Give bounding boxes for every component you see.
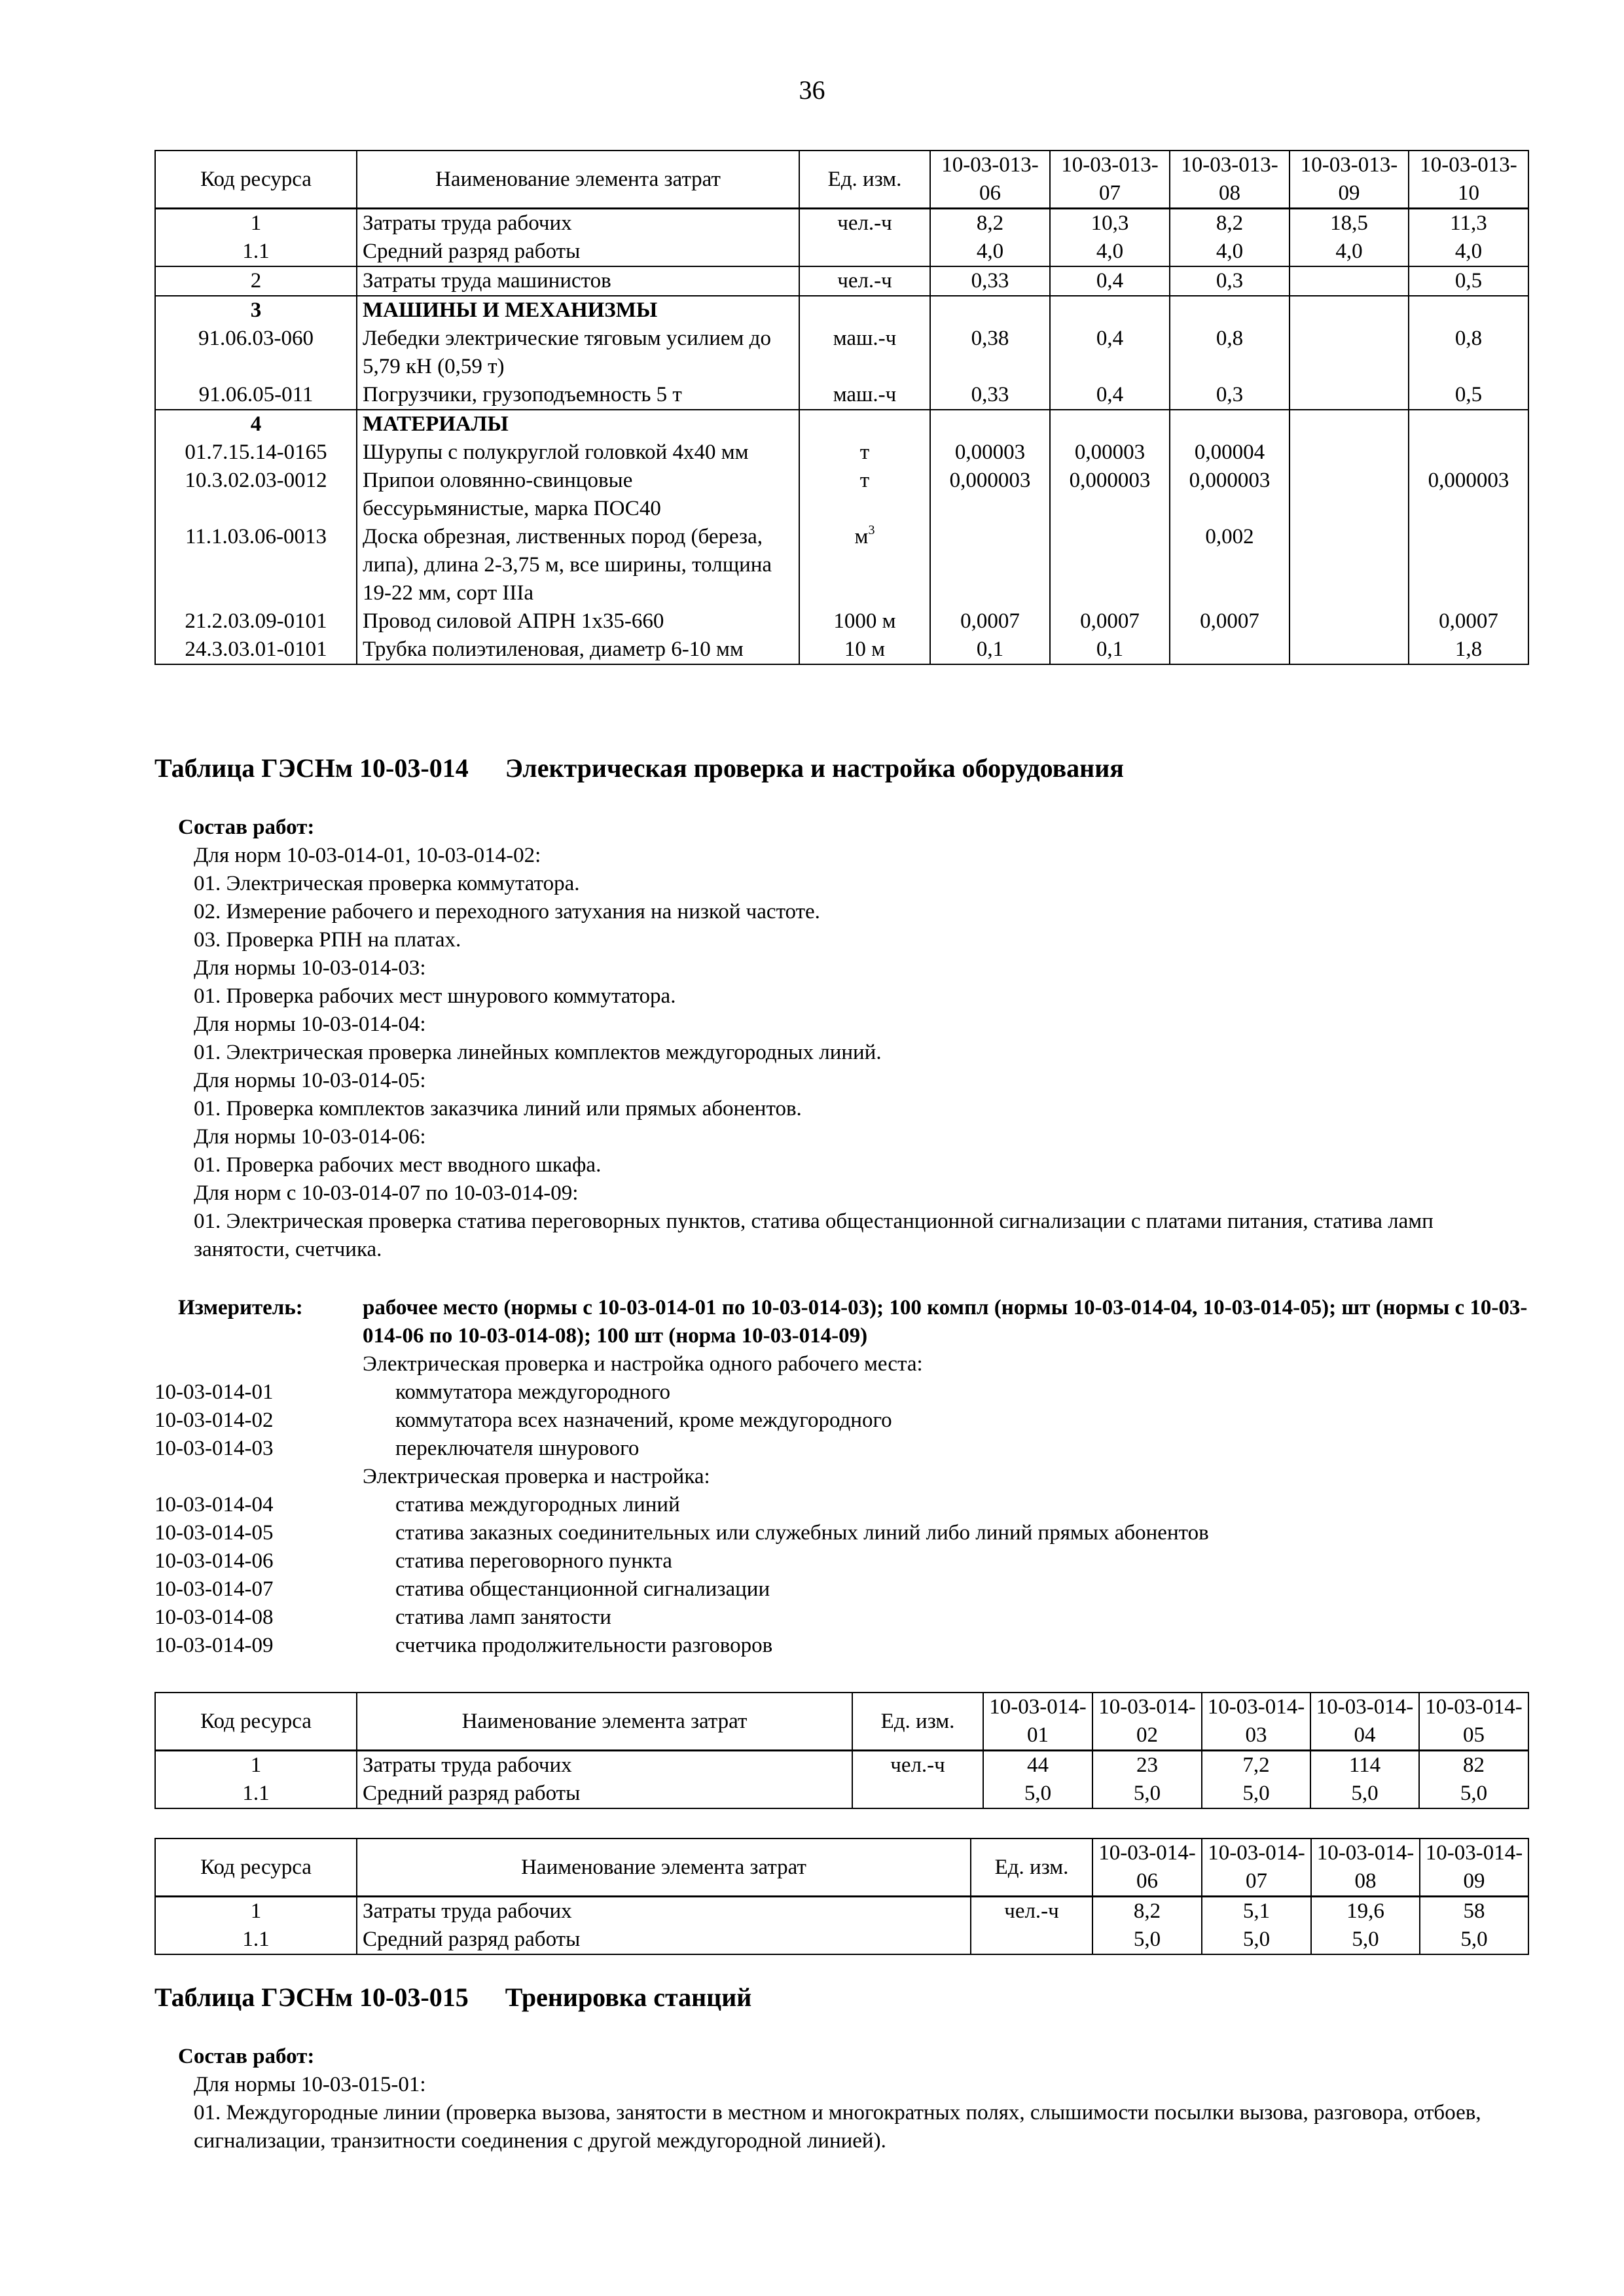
header-norm: 10-03-014-08 xyxy=(1311,1839,1420,1897)
resource-code: 1.1 xyxy=(155,1926,357,1954)
table-row xyxy=(155,296,1528,325)
norm-value: 0,5 xyxy=(1409,266,1528,296)
norm-value xyxy=(1409,523,1528,607)
norm-value: 1,8 xyxy=(1409,636,1528,664)
norm-value: 5,1 xyxy=(1202,1897,1311,1926)
table-row xyxy=(155,381,1528,410)
table-row xyxy=(155,467,1528,523)
norm-value xyxy=(1170,636,1290,664)
meter-block xyxy=(154,1294,1536,1660)
norm-value: 0,4 xyxy=(1050,381,1170,410)
unit xyxy=(971,1926,1092,1954)
norm-value: 0,002 xyxy=(1170,523,1290,607)
norm-value: 5,0 xyxy=(1092,1780,1202,1808)
cost-element-name: Лебедки электрические тяговым усилием до 5,79 кН (0,59 т) xyxy=(357,325,799,381)
table-row xyxy=(155,1780,1528,1808)
meter-item xyxy=(154,1519,1536,1547)
norm-value xyxy=(1170,296,1290,325)
norm-value: 5,0 xyxy=(1092,1926,1202,1954)
cost-element-name: Средний разряд работы xyxy=(357,1780,852,1808)
header-name: Наименование элемента затрат xyxy=(357,151,799,209)
norm-value: 5,0 xyxy=(1202,1780,1310,1808)
composition-line: Для нормы 10-03-014-04: xyxy=(194,1013,426,1036)
norm-table-10-03-014-a xyxy=(154,1692,1529,1809)
norm-value: 4,0 xyxy=(930,238,1050,266)
header-norm: 10-03-014-01 xyxy=(983,1693,1092,1751)
norm-value xyxy=(1290,607,1409,636)
composition-line: 01. Электрическая проверка коммутатора. xyxy=(194,872,580,895)
norm-value xyxy=(1290,325,1409,381)
norm-description: статива междугородных линий xyxy=(395,1493,680,1516)
composition-label: Состав работ: xyxy=(178,2045,315,2068)
unit: чел.-ч xyxy=(799,209,930,238)
norm-code: 10-03-014-05 xyxy=(154,1521,274,1545)
cost-element-name: Провод силовой АПРН 1х35-660 xyxy=(357,607,799,636)
table-row xyxy=(155,209,1528,238)
header-name: Наименование элемента затрат xyxy=(357,1693,852,1751)
norm-value: 8,2 xyxy=(930,209,1050,238)
unit-base: м xyxy=(854,525,869,548)
group-heading: Электрическая проверка и настройка одного рабочего места: xyxy=(363,1352,923,1376)
norm-description: коммутатора всех назначений, кроме междугородного xyxy=(395,1408,892,1432)
cost-element-name: Средний разряд работы xyxy=(357,238,799,266)
resource-code: 1 xyxy=(155,1751,357,1780)
meter-label: Измеритель: xyxy=(178,1296,303,1319)
norm-value: 19,6 xyxy=(1311,1897,1420,1926)
header-norm: 10-03-014-02 xyxy=(1092,1693,1202,1751)
header-code: Код ресурса xyxy=(155,1693,357,1751)
norm-value: 0,33 xyxy=(930,381,1050,410)
page-number: 36 xyxy=(799,75,825,105)
resource-code: 91.06.03-060 xyxy=(155,325,357,381)
table-row xyxy=(155,1751,1528,1780)
table-header-row xyxy=(155,1693,1528,1751)
composition-line: Для норм с 10-03-014-07 по 10-03-014-09: xyxy=(194,1181,579,1205)
cost-element-name: Затраты труда рабочих xyxy=(357,1897,971,1926)
norm-value: 5,0 xyxy=(1310,1780,1419,1808)
norm-value: 0,8 xyxy=(1409,325,1528,381)
section-code: Таблица ГЭСНм 10-03-014 xyxy=(154,753,469,783)
header-name: Наименование элемента затрат xyxy=(357,1839,971,1897)
norm-value: 0,0007 xyxy=(1409,607,1528,636)
meter-item xyxy=(154,1407,1536,1435)
composition-line: Для нормы 10-03-014-05: xyxy=(194,1069,426,1092)
table-body xyxy=(155,209,1528,665)
meter-item xyxy=(154,1632,1536,1660)
resource-code: 10.3.02.03-0012 xyxy=(155,467,357,523)
composition-line: 02. Измерение рабочего и переходного затухания на низкой частоте. xyxy=(194,900,820,924)
norm-value xyxy=(1290,523,1409,607)
unit xyxy=(799,238,930,266)
norm-value: 0,0007 xyxy=(1050,607,1170,636)
norm-value xyxy=(1290,439,1409,467)
resource-code: 1.1 xyxy=(155,1780,357,1808)
norm-value: 8,2 xyxy=(1170,209,1290,238)
cost-element-name: Припои оловянно-свинцовые бессурьмянистые, марка ПОС40 xyxy=(357,467,799,523)
norm-value xyxy=(1290,266,1409,296)
header-code: Код ресурса xyxy=(155,1839,357,1897)
resource-code: 4 xyxy=(155,410,357,439)
unit: чел.-ч xyxy=(799,266,930,296)
meter-text: рабочее место (нормы с 10-03-014-01 по 10-03-014-03); 100 компл (нормы 10-03-014-04, 10-03-014-05); шт (нормы с 10-03-014-06 по 10-03-014-08); 100 шт (норма 10-03-014-09) xyxy=(363,1296,1528,1348)
cost-element-name: Шурупы с полукруглой головкой 4х40 мм xyxy=(357,439,799,467)
norm-value: 4,0 xyxy=(1290,238,1409,266)
work-composition xyxy=(178,2043,1529,2155)
resource-code: 3 xyxy=(155,296,357,325)
norm-value xyxy=(1290,467,1409,523)
unit-exponent: 3 xyxy=(868,523,875,537)
resource-code: 1.1 xyxy=(155,238,357,266)
header-norm: 10-03-014-05 xyxy=(1419,1693,1528,1751)
unit: чел.-ч xyxy=(971,1897,1092,1926)
composition-line: 01. Проверка комплектов заказчика линий или прямых абонентов. xyxy=(194,1097,802,1121)
header-norm: 10-03-014-09 xyxy=(1420,1839,1528,1897)
table-row xyxy=(155,1897,1528,1926)
resource-code: 11.1.03.06-0013 xyxy=(155,523,357,607)
norm-code: 10-03-014-06 xyxy=(154,1549,274,1573)
norm-description: коммутатора междугородного xyxy=(395,1380,671,1404)
norm-value: 0,3 xyxy=(1170,266,1290,296)
norm-value: 0,000003 xyxy=(1170,467,1290,523)
norm-value xyxy=(1290,381,1409,410)
norm-table-10-03-014-b xyxy=(154,1838,1529,1955)
norm-code: 10-03-014-04 xyxy=(154,1493,274,1516)
norm-value: 114 xyxy=(1310,1751,1419,1780)
cost-element-name: Трубка полиэтиленовая, диаметр 6-10 мм xyxy=(357,636,799,664)
norm-value: 5,0 xyxy=(1420,1926,1528,1954)
norm-value xyxy=(1050,296,1170,325)
unit xyxy=(799,523,930,607)
norm-value: 0,00003 xyxy=(1050,439,1170,467)
norm-value xyxy=(1050,410,1170,439)
composition-line: 01. Проверка рабочих мест вводного шкафа. xyxy=(194,1153,602,1177)
norm-value: 4,0 xyxy=(1409,238,1528,266)
header-norm: 10-03-014-04 xyxy=(1310,1693,1419,1751)
table-row xyxy=(155,266,1528,296)
cost-element-name: Доска обрезная, лиственных пород (береза, липа), длина 2-3,75 м, все ширины, толщина 19-22 мм, сорт IIIa xyxy=(357,523,799,607)
norm-value xyxy=(930,523,1050,607)
section-title-10-03-014 xyxy=(154,753,1124,784)
table-body xyxy=(155,1897,1528,1955)
norm-value: 82 xyxy=(1419,1751,1528,1780)
table-row xyxy=(155,439,1528,467)
cost-element-name: Затраты труда машинистов xyxy=(357,266,799,296)
resource-code: 2 xyxy=(155,266,357,296)
norm-value: 0,000003 xyxy=(1409,467,1528,523)
norm-code: 10-03-014-09 xyxy=(154,1634,274,1657)
norm-value: 8,2 xyxy=(1092,1897,1202,1926)
resource-code: 01.7.15.14-0165 xyxy=(155,439,357,467)
norm-value: 0,1 xyxy=(930,636,1050,664)
meter-item xyxy=(154,1575,1536,1604)
section-title-10-03-015 xyxy=(154,1982,751,2013)
header-norm: 10-03-013-09 xyxy=(1290,151,1409,209)
norm-value xyxy=(930,296,1050,325)
norm-description: статива переговорного пункта xyxy=(395,1549,672,1573)
unit: т xyxy=(799,467,930,523)
norm-value: 44 xyxy=(983,1751,1092,1780)
norm-value: 0,8 xyxy=(1170,325,1290,381)
norm-value: 0,0007 xyxy=(930,607,1050,636)
norm-value: 11,3 xyxy=(1409,209,1528,238)
norm-value xyxy=(1290,410,1409,439)
section-code: Таблица ГЭСНм 10-03-015 xyxy=(154,1982,469,2012)
norm-value: 0,5 xyxy=(1409,381,1528,410)
work-composition xyxy=(178,814,1529,1264)
norm-value: 0,1 xyxy=(1050,636,1170,664)
norm-value: 5,0 xyxy=(1311,1926,1420,1954)
table-row xyxy=(155,1926,1528,1954)
cost-element-name: МАШИНЫ И МЕХАНИЗМЫ xyxy=(357,296,799,325)
resource-code: 91.06.05-011 xyxy=(155,381,357,410)
composition-label: Состав работ: xyxy=(178,816,315,839)
unit: чел.-ч xyxy=(852,1751,983,1780)
section-name: Электрическая проверка и настройка оборудования xyxy=(505,753,1124,783)
norm-description: статива общестанционной сигнализации xyxy=(395,1577,770,1601)
header-unit: Ед. изм. xyxy=(852,1693,983,1751)
norm-description: переключателя шнурового xyxy=(395,1437,640,1460)
unit xyxy=(852,1780,983,1808)
table-row xyxy=(155,636,1528,664)
unit xyxy=(799,410,930,439)
header-norm: 10-03-013-06 xyxy=(930,151,1050,209)
unit: 1000 м xyxy=(799,607,930,636)
norm-value: 0,000003 xyxy=(930,467,1050,523)
header-norm: 10-03-013-08 xyxy=(1170,151,1290,209)
norm-value: 18,5 xyxy=(1290,209,1409,238)
norm-code: 10-03-014-08 xyxy=(154,1605,274,1629)
meter-item xyxy=(154,1378,1536,1407)
composition-line: Для нормы 10-03-015-01: xyxy=(194,2073,426,2096)
norm-value xyxy=(1050,523,1170,607)
norm-code: 10-03-014-03 xyxy=(154,1437,274,1460)
norm-value: 0,4 xyxy=(1050,266,1170,296)
header-norm: 10-03-014-06 xyxy=(1092,1839,1202,1897)
resource-code: 24.3.03.01-0101 xyxy=(155,636,357,664)
cost-element-name: Затраты труда рабочих xyxy=(357,209,799,238)
norm-value xyxy=(1170,410,1290,439)
norm-value: 0,4 xyxy=(1050,325,1170,381)
header-norm: 10-03-013-07 xyxy=(1050,151,1170,209)
norm-value: 10,3 xyxy=(1050,209,1170,238)
unit xyxy=(799,296,930,325)
composition-line: Для нормы 10-03-014-06: xyxy=(194,1125,426,1149)
table-row xyxy=(155,523,1528,607)
norm-description: статива ламп занятости xyxy=(395,1605,611,1629)
header-unit: Ед. изм. xyxy=(971,1839,1092,1897)
table-row xyxy=(155,410,1528,439)
norm-code: 10-03-014-02 xyxy=(154,1408,274,1432)
resource-code: 21.2.03.09-0101 xyxy=(155,607,357,636)
table-row xyxy=(155,325,1528,381)
norm-value xyxy=(930,410,1050,439)
unit: 10 м xyxy=(799,636,930,664)
header-unit: Ед. изм. xyxy=(799,151,930,209)
norm-value: 58 xyxy=(1420,1897,1528,1926)
cost-element-name: МАТЕРИАЛЫ xyxy=(357,410,799,439)
unit: т xyxy=(799,439,930,467)
norm-description: счетчика продолжительности разговоров xyxy=(395,1634,773,1657)
header-code: Код ресурса xyxy=(155,151,357,209)
norm-value: 4,0 xyxy=(1170,238,1290,266)
norm-code: 10-03-014-01 xyxy=(154,1380,274,1404)
composition-line: Для норм 10-03-014-01, 10-03-014-02: xyxy=(194,844,541,867)
composition-line: 01. Электрическая проверка статива переговорных пунктов, статива общестанционной сигнализации с платами питания, статива ламп занятости, счетчика. xyxy=(194,1210,1434,1261)
header-norm: 10-03-014-03 xyxy=(1202,1693,1310,1751)
table-row xyxy=(155,607,1528,636)
table-header-row xyxy=(155,151,1528,209)
unit: маш.-ч xyxy=(799,381,930,410)
composition-line: Для нормы 10-03-014-03: xyxy=(194,956,426,980)
meter-item xyxy=(154,1547,1536,1575)
norm-value: 0,00004 xyxy=(1170,439,1290,467)
unit: маш.-ч xyxy=(799,325,930,381)
header-norm: 10-03-014-07 xyxy=(1202,1839,1311,1897)
meter-item xyxy=(154,1491,1536,1519)
table-header-row xyxy=(155,1839,1528,1897)
header-norm: 10-03-013-10 xyxy=(1409,151,1528,209)
norm-value: 5,0 xyxy=(1202,1926,1311,1954)
norm-value: 5,0 xyxy=(983,1780,1092,1808)
composition-line: 01. Междугородные линии (проверка вызова, занятости в местном и многократных полях, слышимости посылки вызова, разговора, отбоев, сигнализации, транзитности соединения с другой междугородной линией). xyxy=(194,2101,1481,2153)
norm-value: 0,00003 xyxy=(930,439,1050,467)
norm-value: 0,000003 xyxy=(1050,467,1170,523)
norm-description: статива заказных соединительных или служебных линий либо линий прямых абонентов xyxy=(395,1521,1209,1545)
norm-value xyxy=(1290,636,1409,664)
cost-element-name: Затраты труда рабочих xyxy=(357,1751,852,1780)
norm-value: 0,38 xyxy=(930,325,1050,381)
cost-element-name: Погрузчики, грузоподъемность 5 т xyxy=(357,381,799,410)
meter-item xyxy=(154,1435,1536,1463)
group-heading: Электрическая проверка и настройка: xyxy=(363,1465,710,1488)
resource-code: 1 xyxy=(155,1897,357,1926)
meter-item xyxy=(154,1604,1536,1632)
resource-code: 1 xyxy=(155,209,357,238)
norm-table-10-03-013 xyxy=(154,150,1529,665)
norm-value: 5,0 xyxy=(1419,1780,1528,1808)
norm-value: 7,2 xyxy=(1202,1751,1310,1780)
composition-line: 03. Проверка РПН на платах. xyxy=(194,928,461,952)
composition-line: 01. Электрическая проверка линейных комплектов междугородных линий. xyxy=(194,1041,882,1064)
norm-value xyxy=(1290,296,1409,325)
norm-code: 10-03-014-07 xyxy=(154,1577,274,1601)
norm-value xyxy=(1409,296,1528,325)
section-name: Тренировка станций xyxy=(505,1982,752,2012)
norm-value: 4,0 xyxy=(1050,238,1170,266)
cost-element-name: Средний разряд работы xyxy=(357,1926,971,1954)
norm-value xyxy=(1409,410,1528,439)
norm-value: 0,33 xyxy=(930,266,1050,296)
composition-line: 01. Проверка рабочих мест шнурового коммутатора. xyxy=(194,984,676,1008)
table-body xyxy=(155,1751,1528,1809)
norm-value: 0,0007 xyxy=(1170,607,1290,636)
norm-value xyxy=(1409,439,1528,467)
table-row xyxy=(155,238,1528,266)
norm-value: 0,3 xyxy=(1170,381,1290,410)
norm-value: 23 xyxy=(1092,1751,1202,1780)
